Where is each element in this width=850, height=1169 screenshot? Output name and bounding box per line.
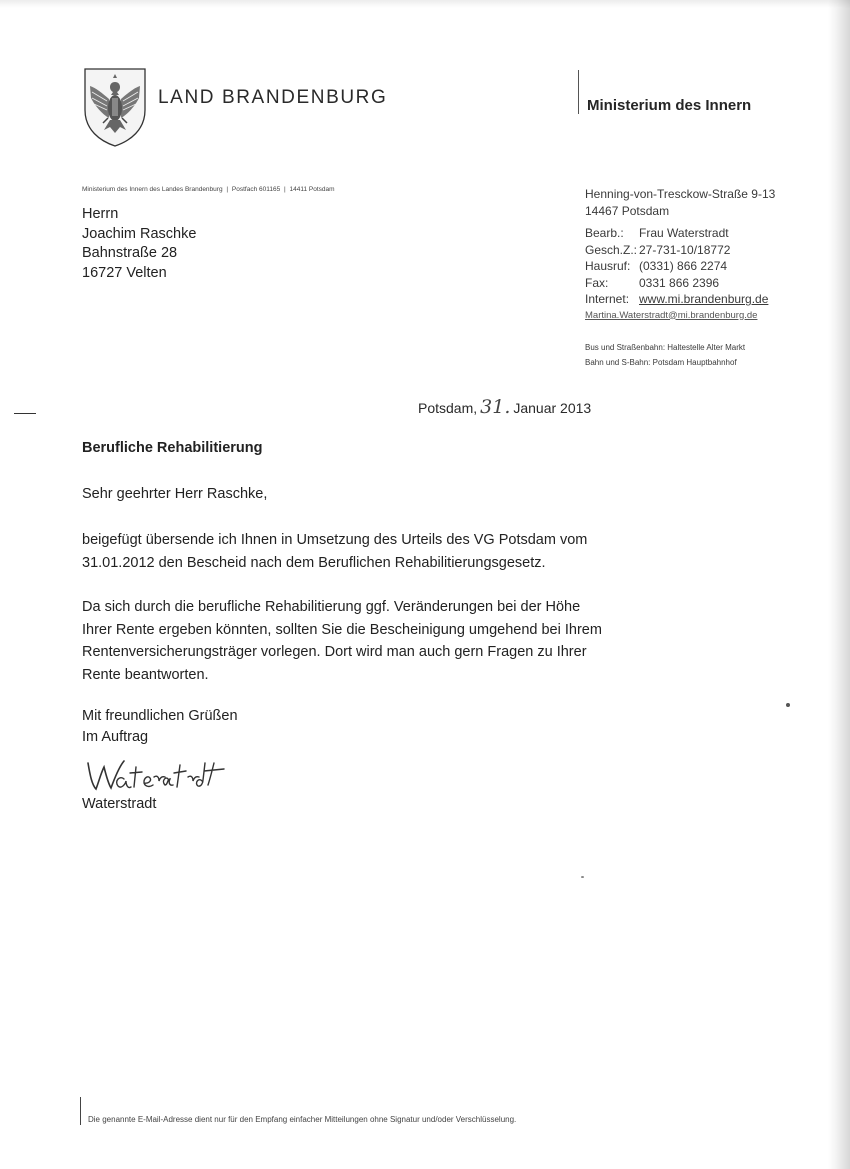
return-address-separator: | — [284, 186, 286, 193]
scan-speck — [581, 876, 584, 878]
date-place: Potsdam, — [418, 400, 478, 416]
recipient-name: Joachim Raschke — [82, 225, 197, 242]
return-address-line — [82, 186, 337, 193]
state-name: LAND BRANDENBURG — [158, 87, 388, 108]
closing-greeting: Mit freundlichen Grüßen — [82, 708, 238, 724]
closing-block — [82, 706, 238, 748]
signer-name: Waterstradt — [82, 796, 157, 812]
date-month-year: Januar 2013 — [513, 400, 592, 416]
transit-bus-tram: Bus und Straßenbahn: Haltestelle Alter Markt — [585, 343, 746, 352]
footer-note: Die genannte E-Mail-Adresse dient nur für den Empfang einfacher Mitteilungen ohne Signatur und/oder Verschlüsselung. — [88, 1115, 517, 1124]
body-line: beigefügt übersende ich Ihnen in Umsetzung des Urteils des VG Potsdam vom — [82, 532, 588, 548]
recipient-city: 16727 Velten — [82, 264, 167, 281]
sender-city: 14467 Potsdam — [585, 203, 670, 218]
scan-shadow-top — [0, 0, 850, 8]
recipient-salutation-line: Herrn — [82, 206, 119, 222]
body-line: Rentenversicherungsträger vorlegen. Dort wird man auch gern Fragen zu Ihrer — [82, 644, 587, 660]
brandenburg-eagle-icon — [82, 66, 148, 148]
body-paragraph-2 — [82, 596, 602, 686]
ministry-name: Ministerium des Innern — [587, 97, 752, 114]
sender-row-internet — [585, 291, 775, 308]
body-line: Da sich durch die berufliche Rehabilitierung ggf. Veränderungen bei der Höhe — [82, 599, 581, 615]
sender-label: Internet: — [585, 292, 630, 306]
return-address-postbox: Postfach 601165 — [231, 186, 281, 193]
body-paragraph-1 — [82, 529, 587, 574]
website-link[interactable]: www.mi.brandenburg.de — [639, 292, 769, 306]
sender-label: Gesch.Z.: — [585, 242, 638, 257]
recipient-address — [82, 205, 196, 283]
return-address-separator: | — [226, 186, 229, 193]
footer-divider — [80, 1097, 81, 1125]
sender-value: 27-731-10/18772 — [639, 242, 731, 257]
sender-row-processor — [585, 225, 775, 242]
body-line: 31.01.2012 den Bescheid nach dem Beruflichen Rehabilitierungsgesetz. — [82, 554, 546, 571]
letter-subject: Berufliche Rehabilitierung — [82, 440, 263, 456]
fold-mark — [14, 413, 36, 414]
sender-label: Bearb.: — [585, 226, 624, 240]
sender-street: Henning-von-Tresckow-Straße 9-13 — [585, 187, 776, 201]
sender-value: (0331) 866 2274 — [639, 259, 728, 273]
email-link[interactable]: Martina.Waterstradt@mi.brandenburg.de — [585, 309, 758, 321]
sender-row-reference — [585, 242, 775, 259]
sender-value: 0331 866 2396 — [639, 275, 720, 290]
sender-row-fax — [585, 275, 775, 292]
letter-date — [418, 396, 591, 418]
sender-value: Frau Waterstradt — [639, 226, 729, 240]
letter-salutation: Sehr geehrter Herr Raschke, — [82, 486, 268, 502]
body-line: Rente beantworten. — [82, 666, 209, 683]
letterhead-divider — [578, 70, 579, 114]
scan-speck — [786, 703, 790, 707]
return-address-city: 14411 Potsdam — [289, 186, 335, 193]
recipient-street: Bahnstraße 28 — [82, 245, 178, 261]
sender-info — [585, 186, 775, 324]
date-day-handwritten: 31. — [480, 396, 511, 418]
sender-label: Hausruf: — [585, 259, 631, 273]
body-line: Ihrer Rente ergeben könnten, sollten Sie die Bescheinigung umgehend bei Ihrem — [82, 621, 602, 638]
return-address-ministry: Ministerium des Innern des Landes Brandenburg — [82, 186, 223, 193]
scan-shadow-right — [828, 0, 850, 1169]
handwritten-signature — [84, 755, 234, 795]
sender-label: Fax: — [585, 275, 609, 290]
sender-row-phone — [585, 258, 775, 275]
transit-train: Bahn und S-Bahn: Potsdam Hauptbahnhof — [585, 358, 737, 367]
transit-info — [585, 340, 745, 370]
closing-on-behalf: Im Auftrag — [82, 729, 149, 745]
